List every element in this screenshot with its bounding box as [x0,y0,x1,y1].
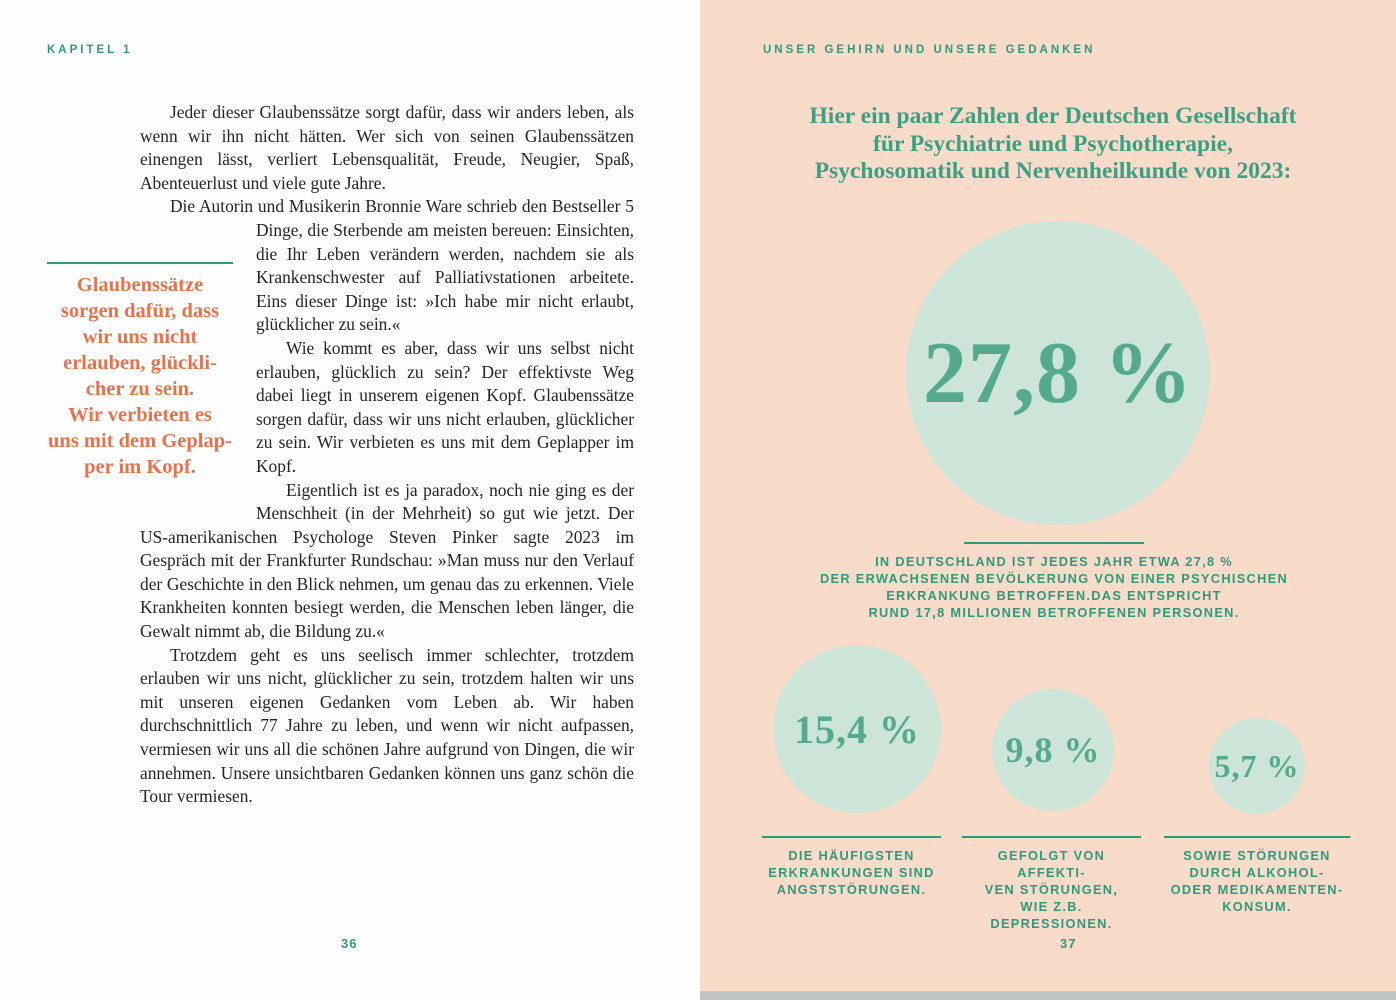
stat-circle-15-4 [773,645,941,813]
caption-line: RUND 17,8 MILLIONEN BETROFFENEN PERSONEN. [868,605,1240,620]
chapter-kicker: KAPITEL 1 [47,44,133,56]
body-text [140,101,634,809]
bottom-gray-strip [700,991,1396,1000]
pull-quote-line: Glaubenssätze [76,274,204,296]
caption-line: DER ERWACHSENEN BEVÖLKERUNG VON EINER PSYCHISCHEN [819,571,1289,586]
caption-line: SOWIE STÖRUNGEN [1183,848,1331,863]
caption-line: GEFOLGT VON AFFEKTI- [997,848,1106,880]
title-line: Psychosomatik und Nervenheilkunde von 2023: [814,158,1292,184]
caption-line: DURCH ALKOHOL- [1189,865,1325,880]
paragraph-text: Jeder dieser Glaubenssätze sorgt dafür, dass wir anders leben, als wenn wir ihn nicht hätten. Wer sich von seinen Glaubenssätzen einengen lässt, verliert Lebensqualität, Freude, Neugier, Spaß, Abenteuerlust und viele gute Jahre. [140,102,634,193]
paragraph [140,101,634,195]
page-number-right: 37 [1060,936,1077,951]
caption-line: ANGSTSTÖRUNGEN. [776,882,927,897]
caption-line: KONSUM. [1222,899,1292,914]
caption-rule [964,542,1144,544]
caption-line: ERKRANKUNGEN SIND [768,865,935,880]
infographic-title [710,103,1396,186]
caption-line: ERKRANKUNG BETROFFEN.DAS ENTSPRICHT [886,588,1222,603]
paragraph-text: Dinge, die Sterbende am meisten bereuen: Einsichten, die Ihr Leben verändern werden, nachdem sie als Krankenschwester auf Palliativstationen arbeitete. Eins dieser Dinge ist: »Ich habe mir nicht erlaubt, glücklicher zu sein.« [256,219,634,335]
caption-line: VEN STÖRUNGEN, [984,882,1119,897]
pull-quote-line: uns mit dem Geplap- [48,430,232,452]
title-line: Hier ein paar Zahlen der Deutschen Gesellschaft [809,103,1297,129]
caption-line: DIE HÄUFIGSTEN [788,848,915,863]
stat-circle-5-7 [1209,718,1305,814]
paragraph [140,195,634,337]
pull-quote-line: sorgen dafür, dass [60,300,220,322]
pull-quote-line: erlauben, glückli- [63,352,217,374]
stat-value: 5,7 % [1214,747,1300,784]
paragraph: Eigentlich ist es ja paradox, noch nie ging es der Menschheit (in der Mehrheit) so gut wie jetzt. Der US-amerikanischen Psychologe Steven Pinker sagte 2023 im Gespräch mit der Frankfurter Rundschau: »Man muss nur den Verlauf der Geschichte in den Blick nehmen, um genau das zu erkennen. Viele Krankheiten konnten besiegt werden, die Menschen leben länger, die Gewalt nimmt ab, die Bildung zu.« [140,479,634,642]
stat-caption-angststoerungen [762,836,941,898]
running-head: UNSER GEHIRN UND UNSERE GEDANKEN [763,44,1096,56]
pull-quote-line: wir uns nicht [82,326,198,348]
paragraph-text: Die Autorin und Musikerin Bronnie Ware schrieb den Bestseller 5 [170,196,634,217]
caption-rule [962,836,1141,838]
stat-caption-depressionen [962,836,1141,932]
stat-value: 9,8 % [1005,730,1101,770]
paragraph: Trotzdem geht es uns seelisch immer schlechter, trotzdem erlauben wir uns nicht, glücklicher zu sein, trotzdem halten wir uns mit unseren eigenen Gedanken vom Leben ab. Wir haben durchschnittlich 77 Jahre zu leben, und wenn wir nicht aufpassen, vermiesen wir uns all die schönen Jahre aufgrund von Dingen, die wir annehmen. Unsere unsichtbaren Gedanken können uns ganz schön die Tour vermiesen. [140,644,634,807]
pull-quote-line: per im Kopf. [84,456,196,478]
pull-quote-spacer [140,219,256,513]
pull-quote-line: cher zu sein. [85,378,195,400]
paragraph: Wie kommt es aber, dass wir uns selbst nicht erlauben, glücklich zu sein? Der effektivste Weg dabei liegt in unserem eigenen Kopf. Glaubenssätze sorgen dafür, dass wir uns nicht erlauben, glücklicher zu sein. Wir verbieten es uns mit dem Geplapper im Kopf. [256,337,634,476]
stat-caption-alkohol-medikamente [1164,836,1350,915]
caption-rule [1164,836,1350,838]
main-stat-caption [712,542,1396,621]
caption-line: ODER MEDIKAMENTEN- [1170,882,1344,897]
stat-circle-9-8 [992,689,1114,811]
caption-rule [762,836,941,838]
title-line: für Psychiatrie und Psychotherapie, [873,130,1233,157]
right-page [700,0,1396,1000]
page-number-left: 36 [341,936,358,951]
caption-line: WIE Z.B. DEPRESSIONEN. [990,899,1113,931]
stat-value: 15,4 % [794,706,920,752]
caption-line: IN DEUTSCHLAND IST JEDES JAHR ETWA 27,8 % [875,554,1233,569]
stat-circle-27-8 [906,221,1210,525]
pull-quote-line: Wir verbieten es [68,404,212,426]
stat-value: 27,8 % [923,324,1193,422]
